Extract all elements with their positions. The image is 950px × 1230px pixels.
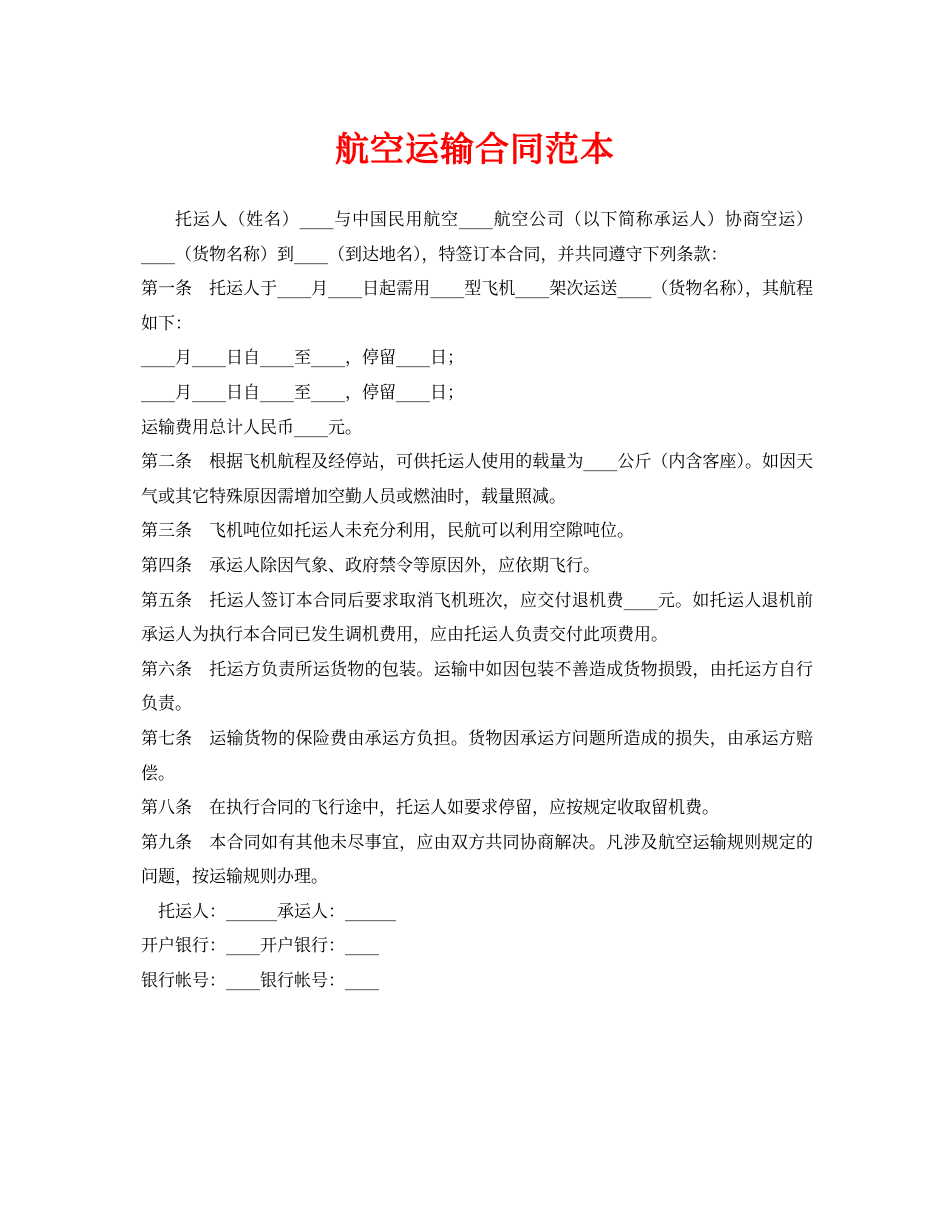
route-line-1: ____月____日自____至____，停留____日； — [141, 348, 464, 369]
article-7-text: 运输货物的保险费由承运方负担。货物因承运方问题所造成的损失，由承运方赔偿。 — [141, 728, 813, 784]
article-1 — [141, 272, 813, 341]
article-3-text: 飞机吨位如托运人未充分利用，民航可以利用空隙吨位。 — [209, 521, 634, 542]
article-4 — [141, 549, 813, 584]
article-8-label: 第八条 — [141, 798, 192, 819]
intro-paragraph: 托运人（姓名）____与中国民用航空____航空公司（以下简称承运人）协商空运）____（货物名称）到____（到达地名），特签订本合同，并共同遵守下列条款： — [141, 210, 813, 265]
article-9 — [141, 826, 813, 895]
article-4-label: 第四条 — [141, 555, 192, 576]
article-7-label: 第七条 — [141, 728, 192, 749]
article-1-text: 托运人于____月____日起需用____型飞机____架次运送____（货物名称），其航程如下： — [141, 279, 813, 334]
article-6-text: 托运方负责所运货物的包装。运输中如因包装不善造成货物损毁，由托运方自行负责。 — [141, 659, 813, 715]
article-8 — [141, 791, 813, 826]
article-5 — [141, 584, 813, 653]
article-8-text: 在执行合同的飞行途中，托运人如要求停留，应按规定收取留机费。 — [209, 798, 719, 819]
route-line-2: ____月____日自____至____，停留____日； — [141, 382, 464, 403]
article-5-text: 托运人签订本合同后要求取消飞机班次，应交付退机费____元。如托运人退机前承运人为执行本合同已发生调机费用，应由托运人负责交付此项费用。 — [141, 590, 813, 646]
signature-parties-line: 托运人：______承运人：______ — [158, 901, 396, 922]
article-6 — [141, 653, 813, 722]
article-1-label: 第一条 — [141, 279, 192, 300]
signature-account-line: 银行帐号：____银行帐号：____ — [141, 971, 379, 992]
article-9-text: 本合同如有其他未尽事宜，应由双方共同协商解决。凡涉及航空运输规则规定的问题，按运输规则办理。 — [141, 832, 813, 888]
total-fee-line: 运输费用总计人民币____元。 — [141, 417, 362, 438]
article-6-label: 第六条 — [141, 659, 192, 680]
article-9-label: 第九条 — [141, 832, 192, 853]
contract-body — [141, 203, 813, 999]
document-title: 航空运输合同范本 — [335, 130, 615, 170]
article-4-text: 承运人除因气象、政府禁令等原因外，应依期飞行。 — [209, 555, 600, 576]
article-5-label: 第五条 — [141, 590, 192, 611]
article-7 — [141, 722, 813, 791]
article-2-text: 根据飞机航程及经停站，可供托运人使用的载量为____公斤（内含客座）。如因天气或其它特殊原因需增加空勤人员或燃油时，载量照减。 — [141, 452, 813, 507]
article-3 — [141, 514, 813, 549]
signature-bank-line: 开户银行：____开户银行：____ — [141, 936, 379, 957]
article-2 — [141, 445, 813, 514]
article-3-label: 第三条 — [141, 521, 192, 542]
article-2-label: 第二条 — [141, 452, 192, 473]
